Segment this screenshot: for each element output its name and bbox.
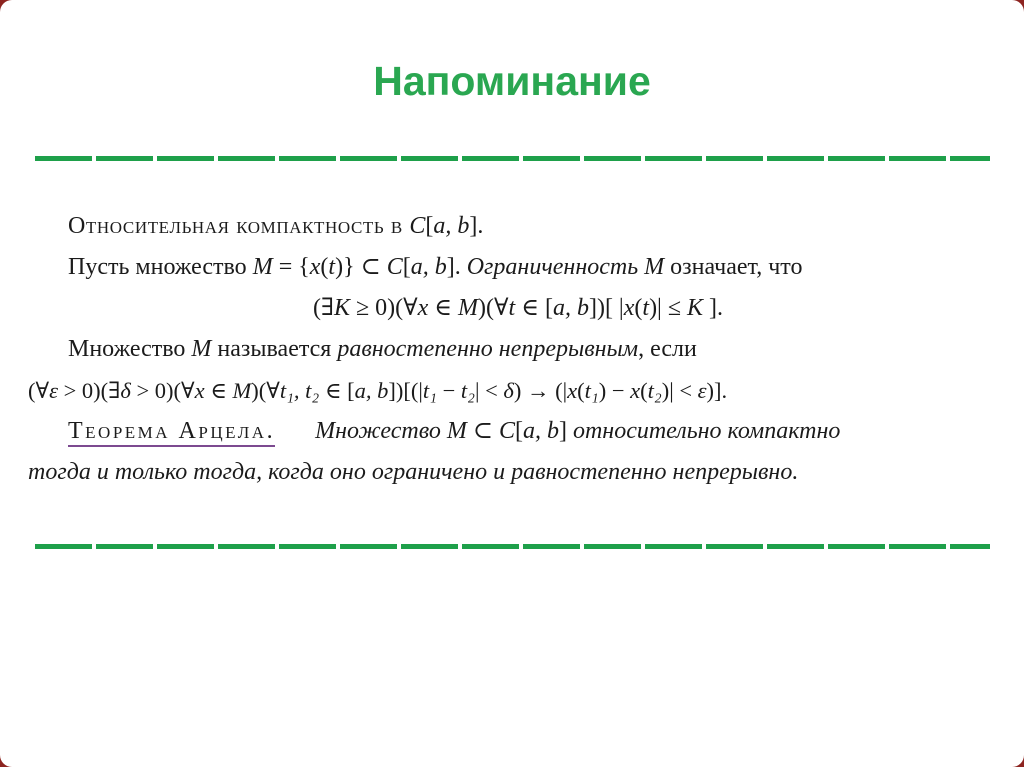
text-segment: ]. [703,295,724,321]
text-segment: ] [558,418,573,444]
text-segment: ≥ 0)(∀ [349,295,418,321]
text-line [28,370,1008,411]
text-segment: x [630,378,641,403]
divider-bottom [35,544,990,549]
text-line [28,206,1008,247]
text-segment: ])[(| [388,378,423,403]
text-segment: C [409,213,426,239]
content-block [28,206,1008,493]
text-segment: > 0)(∃ [57,378,121,403]
text-segment: , если [638,336,697,362]
text-segment: ( [577,378,585,403]
text-segment: )(∀ [251,378,280,403]
text-segment: t₁, t₂ [279,378,320,403]
text-segment: Множество M [315,418,467,444]
text-segment: Множество [68,336,192,362]
text-segment: [ [402,254,411,280]
text-segment: t [328,254,336,280]
text-segment: t₁ [584,378,599,403]
text-segment: C [498,418,515,444]
text-segment: = { [272,254,310,280]
text-segment: относительно компактно [572,418,841,444]
text-segment: x [417,295,429,321]
text-segment: ∈ [ [515,295,553,321]
text-segment: )]. [706,378,728,403]
text-segment: означает, что [664,254,803,280]
text-segment: > 0)(∀ [130,378,195,403]
text-segment: K [333,295,350,321]
text-segment: ε [49,378,58,403]
text-segment: a, b [522,418,559,444]
text-segment: C [386,254,403,280]
theorem-label: Теорема Арцела. [68,418,275,447]
text-segment: δ [120,378,131,403]
text-segment: ) → (| [513,378,568,403]
text-segment: K [687,295,704,321]
text-segment: Пусть множество [68,254,253,280]
text-segment: − [436,378,461,403]
text-segment: ε [697,378,707,403]
text-line [28,247,1008,288]
text-segment: x [194,378,205,403]
text-segment: a, b [354,378,389,403]
text-segment: t₂ [647,378,662,403]
text-segment: x [567,378,578,403]
text-segment: x [623,295,635,321]
text-segment: ∈ [428,295,459,321]
divider-top [35,156,990,161]
text-segment: M [191,336,212,362]
text-segment: a, b [552,295,589,321]
text-segment: x [309,254,321,280]
text-segment: ]. [446,254,467,280]
text-segment: ⊂ [466,418,499,444]
text-segment: a, b [433,213,470,239]
text-segment: ( [640,378,648,403]
text-segment: ) − [598,378,631,403]
text-segment: t₂ [460,378,475,403]
text-segment: называется [211,336,338,362]
text-segment: )| ≤ [649,295,688,321]
text-segment: [ [425,213,434,239]
text-segment: равностепенно непрерывным [337,336,639,362]
text-segment: )} ⊂ [335,254,387,280]
text-segment: M [458,295,479,321]
text-segment: Ограниченность M [466,254,665,280]
text-segment: (∀ [28,378,50,403]
text-line [28,288,1008,329]
text-segment: a, b [410,254,447,280]
text-segment: δ [503,378,514,403]
text-line [28,411,1008,452]
text-segment: M [252,254,273,280]
text-segment: | < [474,378,504,403]
text-segment: t₁ [422,378,437,403]
text-segment: ( [320,254,329,280]
text-line [28,452,1008,493]
text-segment: ∈ [ [319,378,355,403]
text-segment: [ [514,418,523,444]
text-segment: Относительная компактность в [68,213,410,239]
text-segment: ( [634,295,643,321]
text-segment: )| < [661,378,698,403]
text-segment: (∃ [312,295,334,321]
text-segment: t [508,295,516,321]
text-segment: ]. [469,213,484,239]
slide-title: Напоминание [373,58,651,104]
text-segment: ])[ | [588,295,624,321]
text-segment: M [232,378,252,403]
text-segment: ∈ [204,378,233,403]
text-line [28,329,1008,370]
text-segment: тогда и только тогда, когда оно ограничено и равностепенно непрерывно. [28,459,799,485]
text-segment: )(∀ [478,295,509,321]
text-segment: t [642,295,650,321]
